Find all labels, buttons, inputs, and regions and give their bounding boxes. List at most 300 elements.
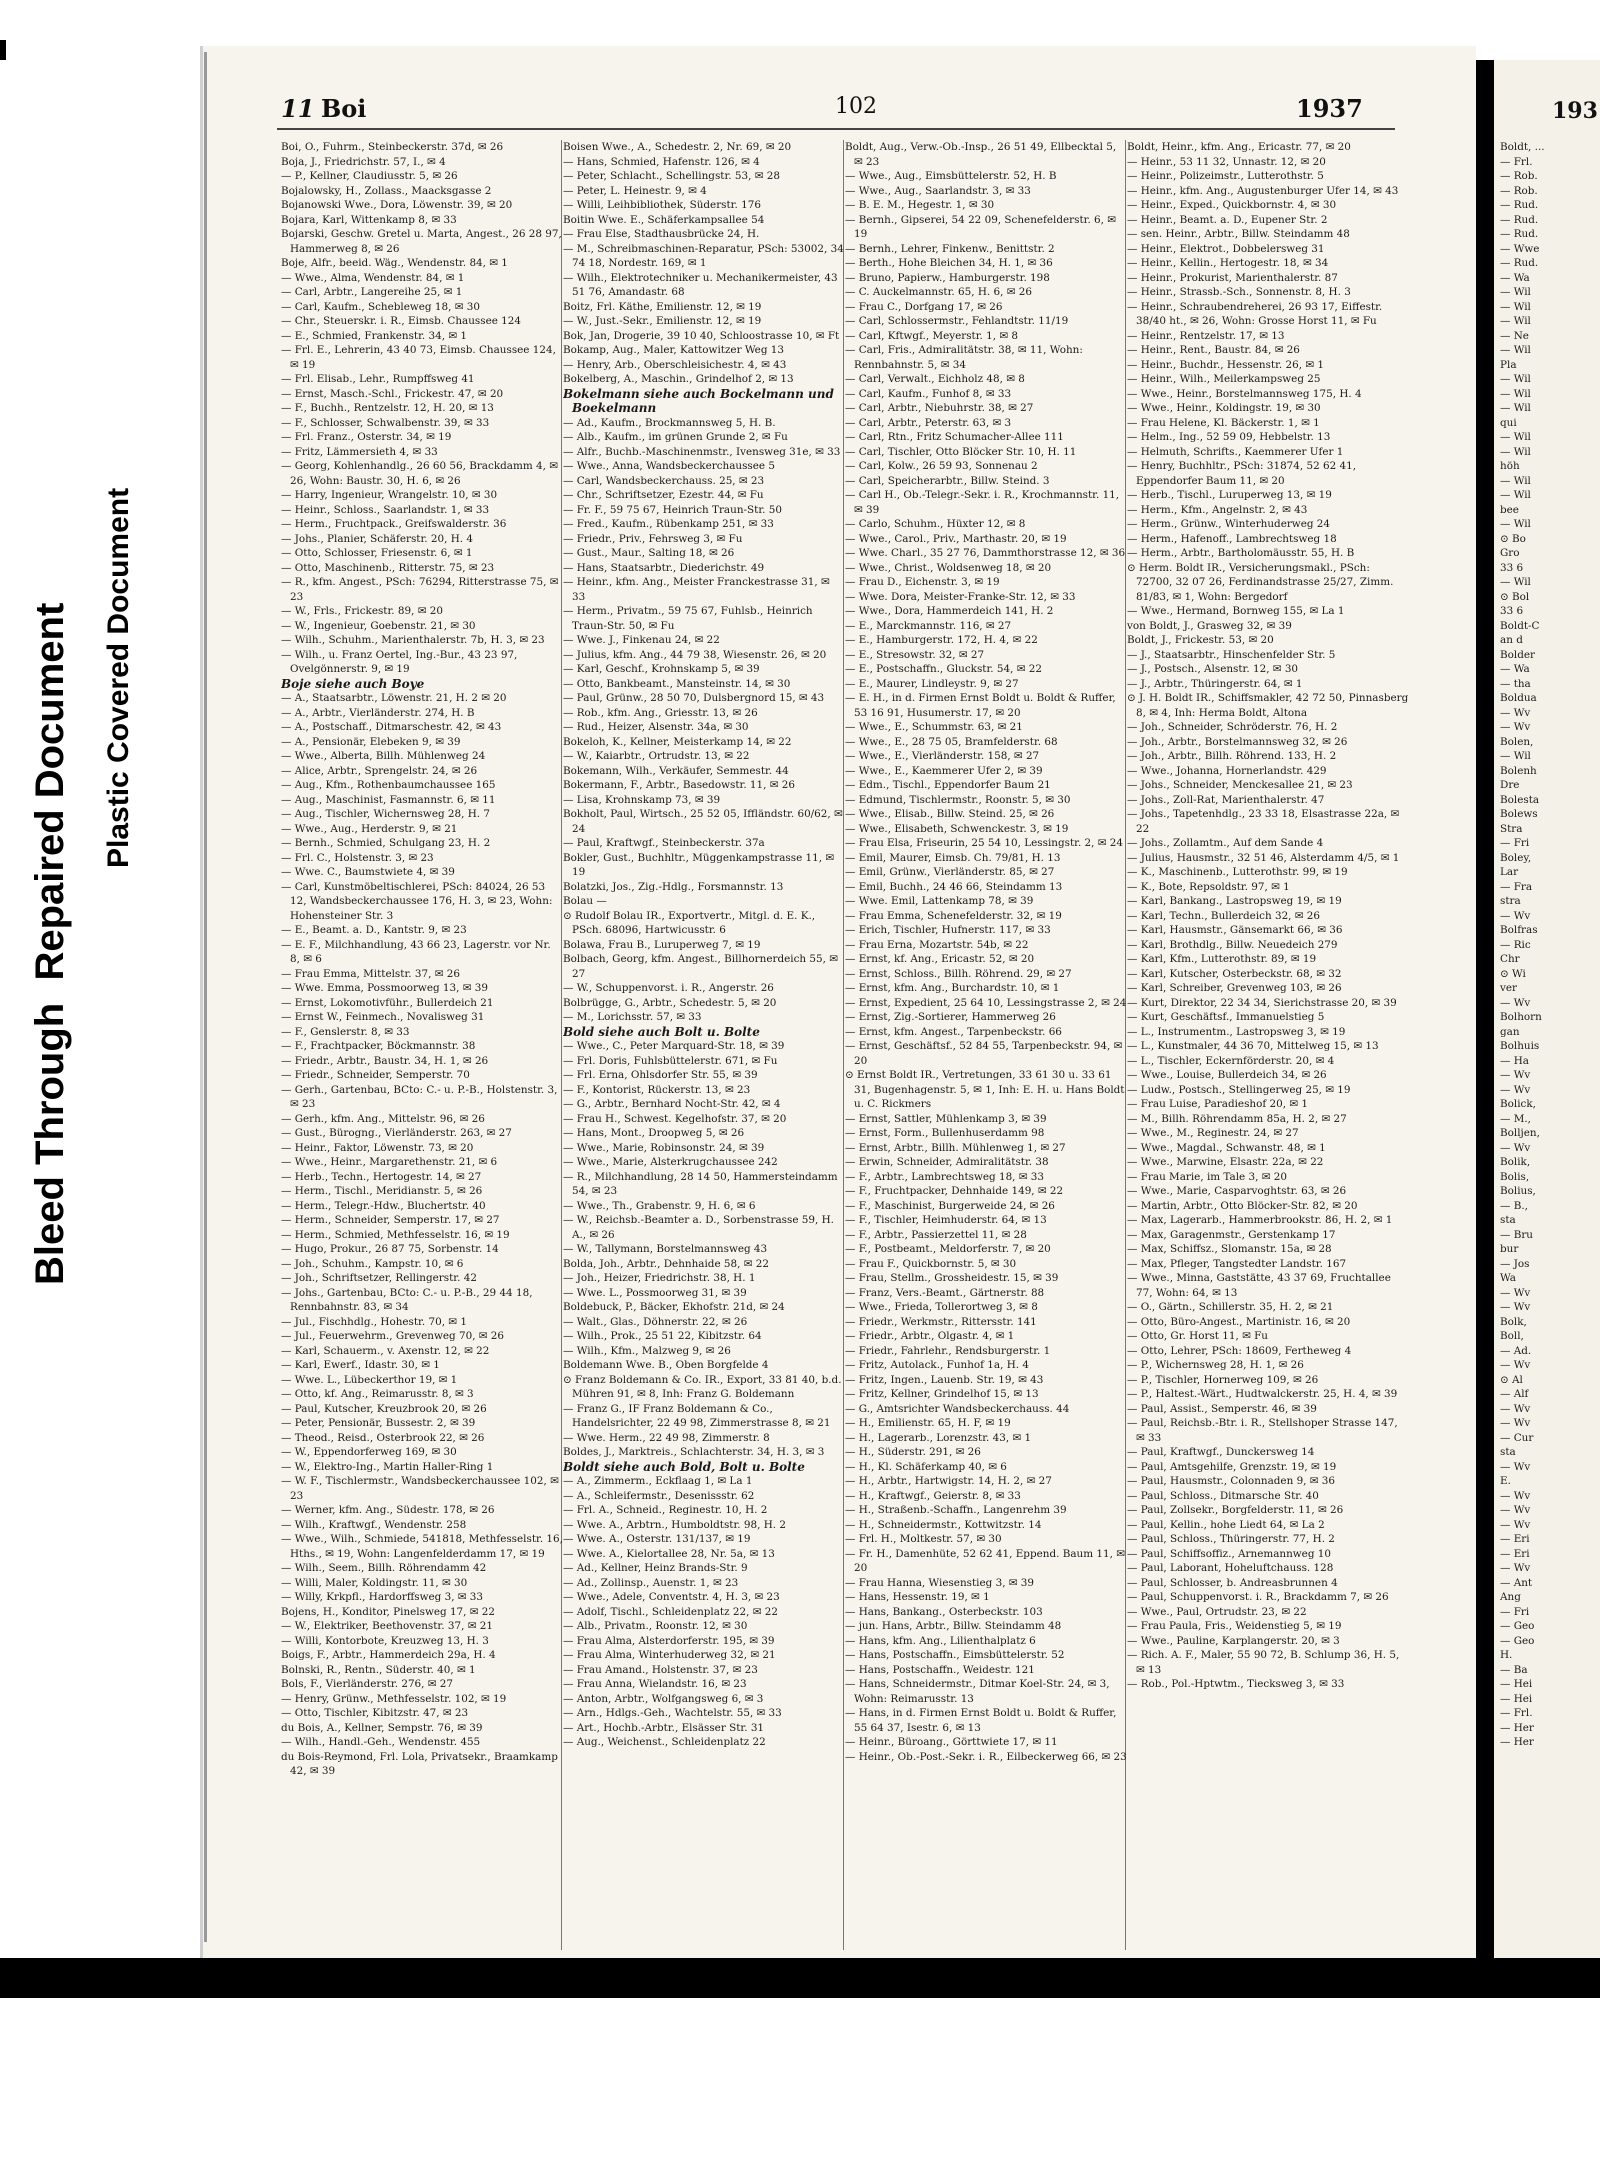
directory-entry: Boigs, F., Arbtr., Hammerdeich 29a, H. 4 [281,1649,496,1661]
directory-entry: — J., Arbtr., Thüringerstr. 64, ✉ 1 [1127,677,1303,690]
directory-entry: — Max, Schiffsz., Slomanstr. 15a, ✉ 28 [1127,1243,1332,1255]
next-page-entry: bee [1500,503,1519,516]
directory-entry: — Ernst W., Feinmech., Novalisweg 31 [281,1011,485,1023]
directory-entry: — W., Schuppenvorst. i. R., Angerstr. 26 [563,982,774,994]
directory-entry: — Wwe., Aug., Saarlandstr. 3, ✉ 33 [845,184,1031,197]
directory-entry: — Paul, Reichsb.-Btr. i. R., Stellshoper Strasse 147, ✉ 33 [1127,1417,1398,1444]
directory-entry: — Wwe., Anna, Wandsbeckerchaussee 5 [563,460,775,472]
next-page-entry: — Wv [1500,1301,1531,1313]
directory-entry: — Carl, Arbtr., Peterstr. 63, ✉ 3 [845,416,1012,429]
directory-entry: — Frau Helene, Kl. Bäckerstr. 1, ✉ 1 [1127,416,1320,429]
next-page-entry: — Wwe [1500,242,1540,255]
directory-entry: — Ludw., Postsch., Stellingerweg 25, ✉ 19 [1127,1083,1351,1096]
directory-entry: — Wwe., Elisabeth, Schwenckestr. 3, ✉ 19 [845,822,1069,835]
next-page-entry: — Wil [1500,518,1531,530]
directory-entry: — Wwe., Heinr., Koldingstr. 19, ✉ 30 [1127,402,1321,414]
directory-entry: — Kurt, Direktor, 22 34 34, Sierichstrasse 20, ✉ 39 [1127,996,1397,1009]
directory-entry: — Wilh., Handl.-Geh., Wendenstr. 455 [281,1736,481,1748]
directory-entry: — Julius, kfm. Ang., 44 79 38, Wiesenstr. 26, ✉ 20 [563,648,827,661]
next-page-entry: — Wil [1500,286,1531,298]
directory-entry: Boldebuck, P., Bäcker, Ekhofstr. 21d, ✉ 24 [563,1301,785,1313]
directory-entry: — Wwe. A., Kielortallee 28, Nr. 5a, ✉ 13 [563,1547,775,1560]
next-page-entry: Bolfras [1500,924,1538,936]
directory-entry: — F., Frachtpacker, Böckmannstr. 38 [281,1040,476,1052]
directory-entry: Boldt, Aug., Verw.-Ob.-Insp., 26 51 49, Ellbecktal 5, ✉ 23 [845,141,1117,168]
directory-entry: — F., Postbeamt., Meldorferstr. 7, ✉ 20 [845,1243,1051,1255]
directory-entry: — Carl, Kaufm., Schebleweg 18, ✉ 30 [281,300,480,313]
directory-entry: Bolawa, Frau B., Luruperweg 7, ✉ 19 [563,938,761,951]
directory-entry: — Frau Emma, Mittelstr. 37, ✉ 26 [281,967,460,980]
next-page-column [1500,140,1600,1750]
directory-entry: — Ernst, Arbtr., Billh. Mühlenweg 1, ✉ 27 [845,1141,1066,1154]
directory-entry: — E., Beamt. a. D., Kantstr. 9, ✉ 23 [281,924,467,936]
directory-entry: Bokler, Gust., Buchhltr., Müggenkampstrasse 11, ✉ 19 [563,851,835,878]
directory-entry: — Adolf, Tischl., Schleidenplatz 22, ✉ 22 [563,1605,778,1618]
next-page-entry: — Geo [1500,1620,1535,1632]
next-page-entry: — Wv [1500,1359,1531,1371]
directory-entry: — M., Lorichsstr. 57, ✉ 33 [563,1011,702,1023]
directory-entry: — F., Arbtr., Passierzettel 11, ✉ 28 [845,1228,1027,1241]
directory-entry: du Bois-Reymond, Frl. Lola, Privatsekr., Braamkamp 42, ✉ 39 [281,1750,558,1777]
directory-entry: — B. E. M., Hegestr. 1, ✉ 30 [845,199,995,211]
directory-entry: — F., Genslerstr. 8, ✉ 33 [281,1025,410,1038]
directory-entry: — Heinr., Polizeimstr., Lutterothstr. 5 [1127,170,1324,182]
next-page-entry: — M., [1500,1112,1531,1125]
directory-entry: — Fritz, Autolack., Funhof 1a, H. 4 [845,1359,1029,1371]
next-page-entry: — Wil [1500,489,1531,501]
directory-entry: — Ernst, Geschäftsf., 52 84 55, Tarpenbeckstr. 94, ✉ 20 [845,1040,1123,1067]
directory-entry: — Otto, Büro-Angest., Martinistr. 16, ✉ 20 [1127,1315,1351,1328]
directory-entry: — Ernst, Sattler, Mühlenkamp 3, ✉ 39 [845,1112,1047,1125]
directory-entry: — H., Schneidermstr., Kottwitzstr. 14 [845,1518,1042,1531]
directory-entry: — Gerh., Gartenbau, BCto: C.- u. P.-B., Holstenstr. 3, ✉ 23 [281,1083,558,1110]
directory-entry: — Fred., Kaufm., Rübenkamp 251, ✉ 33 [563,518,774,530]
directory-entry: — Paul, Assist., Semperstr. 46, ✉ 39 [1127,1402,1317,1415]
directory-entry: Bokamp, Aug., Maler, Kattowitzer Weg 13 [563,344,784,356]
directory-entry: — jun. Hans, Arbtr., Billw. Steindamm 48 [845,1620,1062,1632]
directory-entry: — Wwe., Elisab., Billw. Steind. 25, ✉ 26 [845,808,1055,820]
directory-entry: — Heinr., Rentzelstr. 17, ✉ 13 [1127,329,1285,342]
directory-entry: — Fr. F., 59 75 67, Heinrich Traun-Str. 50 [563,503,782,516]
directory-entry: — Frau Hanna, Wiesenstieg 3, ✉ 39 [845,1576,1035,1589]
directory-entry: — Bernh., Schmied, Schulgang 23, H. 2 [281,837,491,849]
directory-entry: — R., Milchhandlung, 28 14 50, Hammersteindamm 54, ✉ 23 [563,1170,838,1197]
directory-entry: — M., Billh. Röhrendamm 85a, H. 2, ✉ 27 [1127,1112,1347,1125]
directory-entry: — Alb., Privatm., Roonstr. 12, ✉ 30 [563,1620,748,1632]
next-page-entry: — Wil [1500,344,1531,356]
header-rule [277,128,1395,130]
directory-entry: — Herm., Hafenoff., Lambrechtsweg 18 [1127,532,1337,545]
directory-entry: — Paul, Zollsekr., Borgfelderstr. 11, ✉ 26 [1127,1504,1344,1516]
directory-entry: — Max, Pfleger, Tangstedter Landstr. 167 [1127,1257,1347,1270]
directory-entry: — Harry, Ingenieur, Wrangelstr. 10, ✉ 30 [281,489,498,501]
directory-entry: — P., Tischler, Hornerweg 109, ✉ 26 [1127,1373,1319,1386]
directory-entry: — Frau Else, Stadthausbrücke 24, H. [563,228,760,240]
directory-entry: — Heinr., Kellin., Hertogestr. 18, ✉ 34 [1127,257,1329,269]
directory-entry: — A., Arbtr., Vierländerstr. 274, H. B [281,706,475,719]
next-page-entry: — Frl. [1500,1707,1533,1719]
next-page-entry: Bolenh [1500,764,1537,777]
directory-entry: — Friedr., Schneider, Semperstr. 70 [281,1069,470,1081]
directory-entry: — H., Straßenb.-Schaffn., Langenrehm 39 [845,1504,1067,1516]
directory-entry: — E., Maurer, Lindleystr. 9, ✉ 27 [845,677,1019,690]
directory-entry: — Friedr., Fahrlehr., Rendsburgerstr. 1 [845,1344,1051,1357]
next-page-entry: Bolljen, [1500,1127,1540,1139]
next-page-entry: Bolik, [1500,1156,1531,1168]
directory-entry: — W., Tallymann, Borstelmannsweg 43 [563,1243,768,1255]
directory-entry: — E. F., Milchhandlung, 43 66 23, Lagerstr. vor Nr. 8, ✉ 6 [281,938,551,965]
next-page-entry: Bolk, [1500,1315,1527,1328]
directory-entry: — Rud., Heizer, Alsenstr. 34a, ✉ 30 [563,721,749,733]
directory-entry: Boldt, J., Frickestr. 53, ✉ 20 [1127,634,1274,646]
next-page-entry: — Wv [1500,1286,1531,1299]
directory-entry: — Wilh., Schuhm., Marienthalerstr. 7b, H. 3, ✉ 23 [281,634,545,646]
directory-entry: — Aug., Kfm., Rothenbaumchaussee 165 [281,779,496,791]
directory-entry: — Jul., Fischhdlg., Hohestr. 70, ✉ 1 [281,1315,467,1328]
directory-entry: — Alfr., Buchb.-Maschinenmstr., Ivensweg 31e, ✉ 33 [563,445,841,458]
directory-entry: — Herb., Tischl., Luruperweg 13, ✉ 19 [1127,489,1332,501]
next-page-entry: — Ha [1500,1054,1529,1067]
directory-entry: Boitz, Frl. Käthe, Emilienstr. 12, ✉ 19 [563,300,762,313]
bleed-through-label: Bleed Through [28,1002,72,1285]
directory-column-1 [281,140,563,1950]
directory-entry: — Hans, Postschaffn., Weidestr. 121 [845,1663,1035,1676]
directory-entry: — Wwe., E., 28 75 05, Bramfelderstr. 68 [845,735,1058,748]
directory-entry: — Wwe., E., Kaemmerer Ufer 2, ✉ 39 [845,764,1043,777]
directory-entry: — Paul, Hausmstr., Colonnaden 9, ✉ 36 [1127,1475,1336,1487]
directory-entry: — Ad., Kellner, Heinz Brands-Str. 9 [563,1562,748,1574]
directory-entry: — Frau Alma, Winterhuderweg 32, ✉ 21 [563,1649,776,1661]
directory-entry: Bolnski, R., Rentn., Süderstr. 40, ✉ 1 [281,1663,476,1676]
directory-entry: — Otto, kf. Ang., Reimarusstr. 8, ✉ 3 [281,1388,474,1400]
next-page-entry: — Wv [1500,996,1531,1009]
directory-entry: — Wwe., Aug., Eimsbüttelerstr. 52, H. B [845,170,1057,182]
directory-entry: — F., Kontorist, Rückerstr. 13, ✉ 23 [563,1083,751,1096]
directory-entry: — Johs., Schneider, Menckesallee 21, ✉ 23 [1127,779,1353,791]
next-page-entry: Bolews [1500,808,1538,820]
directory-entry: — Karl, Ewerf., Idastr. 30, ✉ 1 [281,1359,440,1371]
directory-entry: — Chr., Steuerskr. i. R., Eimsb. Chaussee 124 [281,315,522,327]
directory-entry: — Ernst, Form., Bullenhuserdamm 98 [845,1127,1045,1139]
plastic-covered-label: Plastic Covered Document [102,487,135,868]
directory-entry: — Wwe., Hermand, Bornweg 155, ✉ La 1 [1127,605,1345,617]
directory-entry: — Joh., Arbtr., Borstelmannsweg 32, ✉ 26 [1127,735,1348,748]
directory-entry: — Heinr., Buchdr., Hessenstr. 26, ✉ 1 [1127,358,1324,371]
directory-entry: — Frl. E., Lehrerin, 43 40 73, Eimsb. Chaussee 124, ✉ 19 [281,344,556,371]
directory-column-4 [1127,140,1409,1950]
directory-entry: — Johs., Gartenbau, BCto: C.- u. P.-B., 29 44 18, Rennbahnstr. 83, ✉ 34 [281,1286,533,1313]
directory-entry: — Alice, Arbtr., Sprengelstr. 24, ✉ 26 [281,764,478,777]
directory-entry: — Paul, Amtsgehilfe, Grenzstr. 19, ✉ 19 [1127,1460,1337,1473]
next-page-entry: Boldt-C [1500,619,1540,632]
directory-entry: — W., Elektriker, Beethovenstr. 37, ✉ 21 [281,1620,493,1632]
directory-entry: — Frl. A., Schneid., Reginestr. 10, H. 2 [563,1504,768,1516]
directory-entry: — Frl. Erna, Ohlsdorfer Str. 55, ✉ 39 [563,1069,758,1081]
directory-entry: — Heinr., Büroang., Görttwiete 17, ✉ 11 [845,1736,1058,1748]
next-page-entry: — Wv [1500,706,1531,719]
next-page-entry: Chr [1500,953,1520,965]
directory-entry: — Joh., Schriftsetzer, Rellingerstr. 42 [281,1272,477,1284]
directory-entry: — Gerh., kfm. Ang., Mittelstr. 96, ✉ 26 [281,1112,485,1125]
directory-entry: — Henry, Buchhltr., PSch: 31874, 52 62 41, Eppendorfer Baum 11, ✉ 20 [1127,460,1357,487]
directory-entry: — F., Fruchtpacker, Dehnhaide 149, ✉ 22 [845,1185,1064,1197]
directory-entry: — Wwe., Aug., Herderstr. 9, ✉ 21 [281,822,458,835]
directory-entry: — Paul, Kutscher, Kreuzbrook 20, ✉ 26 [281,1402,487,1415]
directory-entry: — Carl, Rtn., Fritz Schumacher-Allee 111 [845,431,1064,443]
directory-entry: — Herm., Tischl., Meridianstr. 5, ✉ 26 [281,1185,483,1197]
directory-entry: — O., Gärtn., Schillerstr. 35, H. 2, ✉ 21 [1127,1301,1334,1313]
directory-entry: — Wwe., Marwine, Elsastr. 22a, ✉ 22 [1127,1156,1324,1168]
directory-entry: Boi, O., Fuhrm., Steinbeckerstr. 37d, ✉ 26 [281,141,504,153]
directory-entry: — Carl, Kftwgf., Meyerstr. 1, ✉ 8 [845,329,1018,342]
next-page-entry: 33 6 [1500,561,1524,574]
next-page-entry: Stra [1500,822,1523,835]
directory-entry: — Otto, Tischler, Kibitzstr. 47, ✉ 23 [281,1707,469,1719]
next-page-entry: — Wil [1500,373,1531,385]
directory-entry: — Edm., Tischl., Eppendorfer Baum 21 [845,779,1051,791]
next-page-entry: — Jos [1500,1257,1530,1270]
directory-entry: — Karl, Schauerm., v. Axenstr. 12, ✉ 22 [281,1344,490,1357]
directory-entry: — Peter, Pensionär, Bussestr. 2, ✉ 39 [281,1417,476,1429]
directory-entry: — Wilh., Kfm., Malzweg 9, ✉ 26 [563,1344,731,1357]
directory-entry: — Karl, Bankang., Lastropsweg 19, ✉ 19 [1127,895,1342,907]
directory-entry: du Bois, A., Kellner, Sempstr. 76, ✉ 39 [281,1721,483,1734]
next-page-entry: — Wv [1500,1460,1531,1473]
directory-entry: — W., Ingenieur, Goebenstr. 21, ✉ 30 [281,619,476,632]
directory-entry: — W., Eppendorferweg 169, ✉ 30 [281,1446,457,1458]
directory-entry: — Carl, Schlossermstr., Fehlandtstr. 11/19 [845,315,1069,327]
next-page-entry: Pla [1500,358,1517,371]
next-page-entry: — Wv [1500,1083,1531,1096]
directory-entry: — Herm., Fruchtpack., Greifswalderstr. 36 [281,518,507,530]
next-page-entry: Lar [1500,866,1519,878]
next-page-entry: ⊙ Al [1500,1373,1523,1386]
directory-entry: — Wwe., Dora, Hammerdeich 141, H. 2 [845,605,1054,617]
directory-entry: — W., Kaiarbtr., Ortrudstr. 13, ✉ 22 [563,750,750,762]
directory-entry: — Heinr., 53 11 32, Unnastr. 12, ✉ 20 [1127,155,1326,168]
next-page-entry: — Fri [1500,837,1530,849]
directory-entry: — Heinr., Wilh., Meilerkampsweg 25 [1127,373,1321,385]
directory-entry: — H., Kraftwgf., Geierstr. 8, ✉ 33 [845,1489,1021,1502]
directory-entry: — W., Elektro-Ing., Martin Haller-Ring 1 [281,1460,494,1473]
directory-entry: — E., Postschaffn., Gluckstr. 54, ✉ 22 [845,663,1042,675]
directory-entry: — Berth., Hohe Bleichen 34, H. 1, ✉ 36 [845,257,1053,269]
next-page-entry: — Cur [1500,1431,1534,1444]
directory-entry: — Emil, Maurer, Eimsb. Ch. 79/81, H. 13 [845,851,1061,864]
directory-entry: — Ernst, kf. Ang., Ericastr. 52, ✉ 20 [845,953,1035,965]
directory-entry: — Herm., Arbtr., Bartholomäusstr. 55, H. B [1127,547,1355,559]
next-page-entry: — Wil [1500,315,1531,327]
directory-entry: — Wwe., Heinr., Borstelmannsweg 175, H. 4 [1127,387,1362,400]
next-page-entry: — B., [1500,1199,1528,1212]
directory-entry: ⊙ Ernst Boldt IR., Vertretungen, 33 61 30 u. 33 61 31, Bugenhagenstr. 5, ✉ 1, Inh: E. H. u. Hans Boldt u. C. Rickmers [845,1069,1125,1110]
directory-entry: — Wwe., M., Reginestr. 24, ✉ 27 [1127,1127,1299,1139]
directory-entry: — Paul, Schiffsoffiz., Arnemannweg 10 [1127,1547,1332,1560]
section-word: Boi [321,94,367,123]
directory-entry: — Frau H., Schwest. Kegelhofstr. 37, ✉ 20 [563,1112,787,1125]
next-page-entry: — Rud. [1500,199,1539,211]
directory-entry: — Wwe. Herm., 22 49 98, Zimmerstr. 8 [563,1431,770,1444]
directory-entry: — Otto, Gr. Horst 11, ✉ Fu [1127,1330,1268,1342]
directory-entry: — Herm., Schmied, Methfesselstr. 16, ✉ 19 [281,1228,510,1241]
directory-entry: — F., Buchh., Rentzelstr. 12, H. 20, ✉ 13 [281,402,494,414]
next-page-entry: Gro [1500,547,1520,559]
next-page-entry: ⊙ Bol [1500,590,1530,603]
directory-entry: — Rob., Pol.-Hptwtm., Tiecksweg 3, ✉ 33 [1127,1678,1345,1690]
directory-entry: — Wwe., Carol., Priv., Marthastr. 20, ✉ 19 [845,532,1067,545]
directory-entry: — F., Tischler, Heimhuderstr. 64, ✉ 13 [845,1214,1047,1226]
directory-entry: — E., Stresowstr. 32, ✉ 27 [845,648,985,661]
directory-entry: — Martin, Arbtr., Otto Blöcker-Str. 82, ✉ 20 [1127,1199,1358,1212]
directory-entry: — Wilh., Prok., 25 51 22, Kibitzstr. 64 [563,1330,762,1342]
directory-entry: — Heinr., kfm. Ang., Augustenburger Ufer 14, ✉ 43 [1127,184,1399,197]
directory-entry: Bolda, Joh., Arbtr., Dehnhaide 58, ✉ 22 [563,1257,769,1270]
directory-entry: — L., Tischler, Eckernförderstr. 20, ✉ 4 [1127,1054,1335,1067]
directory-entry: — A., Postschaff., Ditmarschestr. 42, ✉ 43 [281,721,502,733]
directory-entry: — Carl, Tischler, Otto Blöcker Str. 10, H. 11 [845,445,1077,458]
directory-entry: — Aug., Maschinist, Fasmannstr. 6, ✉ 11 [281,793,496,806]
directory-entry: — Wwe., Adele, Conventstr. 4, H. 3, ✉ 23 [563,1591,780,1603]
directory-entry: — Henry, Arb., Oberschleisichestr. 4, ✉ 43 [563,358,787,371]
directory-entry: — L., Kunstmaler, 44 36 70, Mittelweg 15, ✉ 13 [1127,1040,1379,1052]
directory-entry: — Carl, Wandsbeckerchauss. 25, ✉ 23 [563,474,765,487]
directory-entry: Bokeloh, K., Kellner, Meisterkamp 14, ✉ 22 [563,735,792,748]
directory-entry: — Heinr., Prokurist, Marienthalerstr. 87 [1127,271,1338,284]
directory-entry: — A., Schleifermstr., Desenissstr. 62 [563,1489,755,1502]
next-page-entry: — Alf [1500,1388,1529,1400]
next-page-entry: — Wil [1500,445,1531,458]
directory-entry: — Willi, Leihbibliothek, Süderstr. 176 [563,199,761,211]
directory-entry: — Hugo, Prokur., 26 87 75, Sorbenstr. 14 [281,1243,499,1255]
next-page-entry: Bolhorn [1500,1011,1542,1023]
directory-entry: — Wwe. Charl., 35 27 76, Dammthorstrasse 12, ✉ 36 [845,547,1126,559]
directory-entry: — E., Schmied, Frankenstr. 34, ✉ 1 [281,329,467,342]
directory-entry: — Carl, Arbtr., Langereihe 25, ✉ 1 [281,286,463,298]
directory-entry: Boldemann Wwe. B., Oben Borgfelde 4 [563,1359,769,1371]
directory-entry: — C. Auckelmannstr. 65, H. 6, ✉ 26 [845,286,1032,298]
directory-entry: Bokermann, F., Arbtr., Basedowstr. 11, ✉ 26 [563,779,795,791]
next-page-entry: Boley, [1500,851,1532,864]
directory-entry: Bokelberg, A., Maschin., Grindelhof 2, ✉ 13 [563,373,794,385]
directory-entry: Bols, F., Vierländerstr. 276, ✉ 27 [281,1678,453,1690]
directory-entry: Bojarski, Geschw. Gretel u. Marta, Angest., 26 28 97, Hammerweg 8, ✉ 26 [281,228,562,255]
directory-entry: — Franz G., IF Franz Boldemann & Co., Handelsrichter, 22 49 98, Zimmerstrasse 8, ✉ 21 [563,1402,831,1429]
directory-entry: — Henry, Grünw., Methfesselstr. 102, ✉ 19 [281,1692,507,1705]
directory-entry: — Heinr., Schloss., Saarlandstr. 1, ✉ 33 [281,503,490,516]
directory-entry: — Fritz, Kellner, Grindelhof 15, ✉ 13 [845,1388,1039,1400]
next-page-entry: bur [1500,1243,1519,1255]
next-page-entry: — Ne [1500,329,1529,342]
directory-entry: — Wwe., Alberta, Billh. Mühlenweg 24 [281,750,486,762]
next-page-entry: — Rud. [1500,213,1539,226]
directory-entry: ⊙ J. H. Boldt IR., Schiffsmakler, 42 72 50, Pinnasberg 8, ✉ 4, Inh: Herma Boldt, Altona [1127,692,1409,719]
directory-entry: — Hans, Mont., Droopweg 5, ✉ 26 [563,1127,745,1139]
directory-entry: ⊙ Franz Boldemann & Co. IR., Export, 33 81 40, b.d. Mühren 91, ✉ 8, Inh: Franz G. Boldemann [563,1373,842,1400]
next-page-entry: — Wv [1500,1141,1531,1154]
directory-entry: — Herm., Grünw., Winterhuderweg 24 [1127,518,1331,530]
next-page-entry: — Fri [1500,1605,1530,1618]
directory-entry: Bokemann, Wilh., Verkäufer, Semmestr. 44 [563,764,789,777]
directory-entry: — Johs., Planier, Schäferstr. 20, H. 4 [281,532,473,545]
directory-column-3 [845,140,1127,1950]
directory-entry: — Helm., Ing., 52 59 09, Hebbelstr. 13 [1127,431,1331,443]
directory-entry: — K., Maschinenb., Lutterothstr. 99, ✉ 19 [1127,866,1348,878]
directory-entry: — J., Postsch., Alsenstr. 12, ✉ 30 [1127,663,1299,675]
directory-entry: — Frau D., Eichenstr. 3, ✉ 19 [845,576,1000,588]
next-page-entry: Bolius, [1500,1185,1536,1197]
directory-entry: — Carlo, Schuhm., Hüxter 12, ✉ 8 [845,518,1026,530]
next-page-entry: — Ric [1500,938,1531,951]
directory-entry: — Frl. Doris, Fuhlsbüttelerstr. 671, ✉ Fu [563,1054,778,1067]
directory-entry: — Willi, Maler, Koldingstr. 11, ✉ 30 [281,1576,468,1589]
directory-entry: — Chr., Schriftsetzer, Ezestr. 44, ✉ Fu [563,489,764,501]
next-page-entry: ⊙ Bo [1500,532,1526,545]
directory-entry: — H., Emilienstr. 65, H. F, ✉ 19 [845,1417,1011,1429]
directory-entry: — Carl, Fris., Admiralitätstr. 38, ✉ 11, Wohn: Rennbahnstr. 5, ✉ 34 [845,344,1083,371]
directory-entry: — Wwe. A., Osterstr. 131/137, ✉ 19 [563,1533,751,1545]
next-page-entry: — Geo [1500,1634,1535,1647]
directory-entry: — Hans, Schmied, Hafenstr. 126, ✉ 4 [563,155,760,168]
directory-entry: — K., Bote, Repsoldstr. 97, ✉ 1 [1127,880,1290,893]
next-page-entry: Bolesta [1500,793,1540,806]
directory-entry: Bojanowski Wwe., Dora, Löwenstr. 39, ✉ 20 [281,199,513,211]
next-page-entry: — Wv [1500,1417,1531,1429]
directory-entry: Bolbach, Georg, kfm. Angest., Billhornerdeich 55, ✉ 27 [563,953,838,980]
directory-entry: — Joh., Schneider, Schröderstr. 76, H. 2 [1127,721,1338,733]
directory-entry: — Fr. H., Damenhüte, 52 62 41, Eppend. Baum 11, ✉ 20 [845,1547,1125,1574]
next-page-entry: — Wv [1500,1562,1531,1574]
directory-entry: — Heinr., Schraubendreherei, 26 93 17, Eiffestr. 38/40 ht., ✉ 26, Wohn: Grosse Horst 11, ✉ Fu [1127,300,1383,327]
directory-entry: — Anton, Arbtr., Wolfgangsweg 6, ✉ 3 [563,1692,764,1705]
directory-entry: — Heinr., Exped., Quickbornstr. 4, ✉ 30 [1127,199,1337,211]
directory-entry: — Ad., Kaufm., Brockmannsweg 5, H. B. [563,416,776,429]
directory-entry: — Willy, Krkpfl., Hardorffsweg 3, ✉ 33 [281,1591,484,1603]
directory-entry: — H., Kl. Schäferkamp 40, ✉ 6 [845,1460,1007,1473]
next-page-header: 193 [1552,98,1598,124]
directory-entry: — Herm., Kfm., Angelnstr. 2, ✉ 43 [1127,503,1308,516]
directory-entry: — Carl, Speicherarbtr., Billw. Steind. 3 [845,474,1050,487]
directory-entry: — Bernh., Gipserei, 54 22 09, Schenefelderstr. 6, ✉ 19 [845,213,1116,240]
next-page-entry: E. [1500,1475,1511,1487]
directory-entry: — Rob., kfm. Ang., Griesstr. 13, ✉ 26 [563,706,758,719]
directory-entry: — Paul, Schlosser, b. Andreasbrunnen 4 [1127,1576,1338,1589]
scan-border-bottom [0,1958,1600,1998]
directory-entry: Boje siehe auch Boye [281,676,425,691]
directory-entry: — Frl. Franz., Osterstr. 34, ✉ 19 [281,431,452,443]
directory-entry: — Rich. A. F., Maler, 55 90 72, B. Schlump 36, H. 5, ✉ 13 [1127,1649,1400,1676]
directory-entry: — Carl, Kunstmöbeltischlerei, PSch: 84024, 26 53 12, Wandsbeckerchaussee 176, H. 3, ✉ 23, Wohn: Hohensteiner Str. 3 [281,880,553,922]
directory-entry: — W., Reichsb.-Beamter a. D., Sorbenstrasse 59, H. A., ✉ 26 [563,1214,834,1241]
next-page-entry: Dre [1500,779,1520,791]
directory-entry: — Wilh., Elektrotechniker u. Mechanikermeister, 43 51 76, Amandastr. 68 [563,271,838,298]
directory-entry: — Hans, in d. Firmen Ernst Boldt u. Boldt & Ruffer, 55 64 37, Isestr. 6, ✉ 13 [845,1707,1117,1734]
directory-entry: — H., Lagerarb., Lorenzstr. 43, ✉ 1 [845,1431,1032,1444]
directory-entry: — A., Pensionär, Elebeken 9, ✉ 39 [281,735,461,748]
next-page-entry: — Wil [1500,576,1531,588]
next-page-entry: — Wa [1500,271,1530,284]
directory-entry: — Ernst, kfm. Ang., Burchardstr. 10, ✉ 1 [845,982,1060,994]
directory-entry: — Hans, Hessenstr. 19, ✉ 1 [845,1591,990,1603]
directory-page [200,46,1476,1958]
next-page-entry: Boldua [1500,692,1537,704]
next-page-entry: — Bru [1500,1228,1533,1241]
next-page-entry: — Wil [1500,431,1531,443]
bleed-through-repaired-label [28,603,73,1285]
next-page-entry: — Wv [1500,721,1531,733]
directory-entry: Boldes, J., Marktreis., Schlachterstr. 34, H. 3, ✉ 3 [563,1446,825,1458]
directory-entry: — Joh., Schuhm., Kampstr. 10, ✉ 6 [281,1257,464,1270]
directory-entry: — Johs., Tapetenhdlg., 23 33 18, Elsastrasse 22a, ✉ 22 [1127,808,1400,835]
